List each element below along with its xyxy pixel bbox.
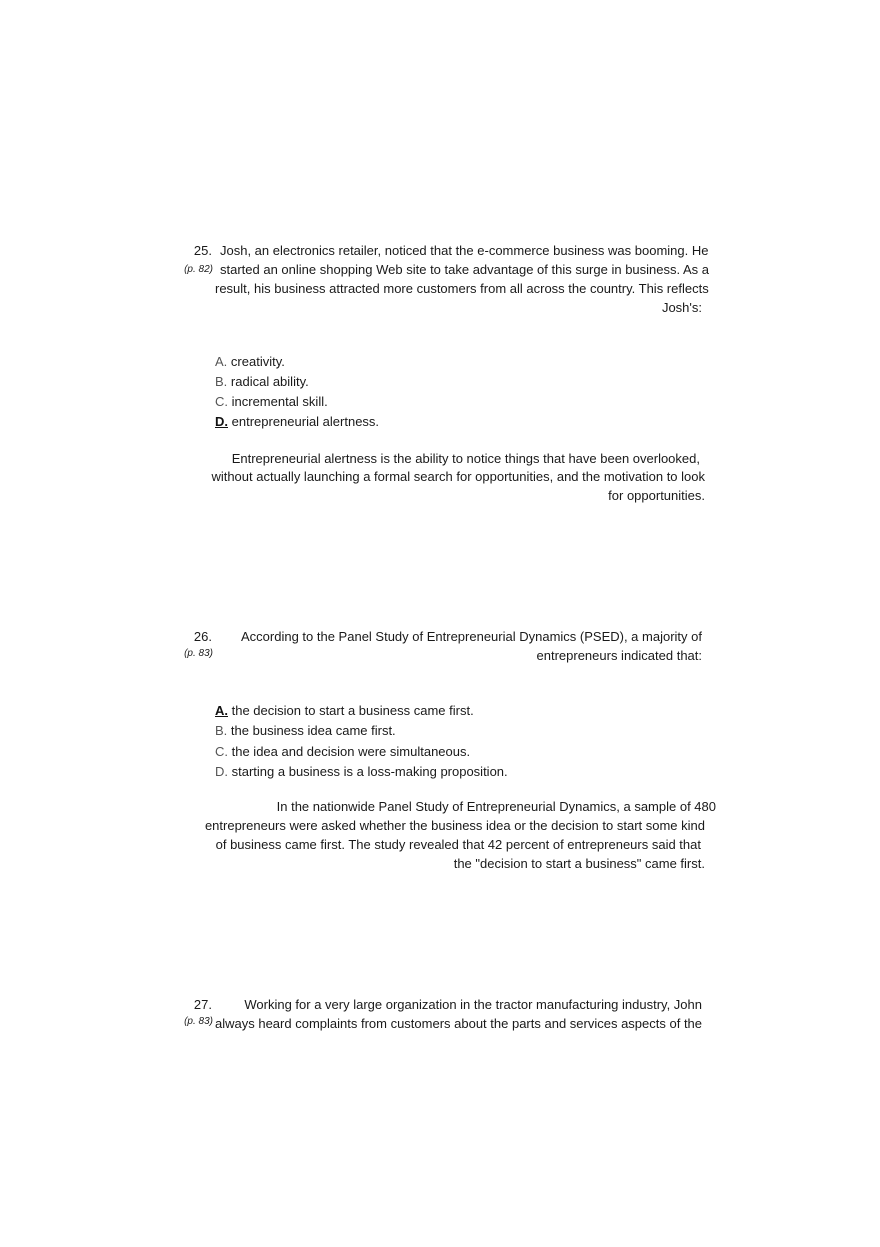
question-number: 25.: [193, 243, 212, 258]
answer-option-b: [215, 372, 309, 392]
option-text: entrepreneurial alertness.: [231, 414, 380, 429]
question-stem-line: Working for a very large organization in the tractor manufacturing industry, John: [244, 997, 702, 1012]
question-stem-line: According to the Panel Study of Entrepreneurial Dynamics (PSED), a majority of: [241, 629, 702, 644]
option-text: starting a business is a loss-making proposition.: [231, 764, 508, 779]
explanation-line: Entrepreneurial alertness is the ability to notice things that have been overlooked,: [231, 451, 700, 466]
option-letter: C.: [215, 394, 228, 409]
question-stem-line: Josh, an electronics retailer, noticed that the e-commerce business was booming. He: [220, 243, 709, 258]
option-text: the idea and decision were simultaneous.: [231, 744, 471, 759]
question-number: 26.: [193, 629, 212, 644]
option-letter: B.: [215, 374, 228, 389]
option-text: the decision to start a business came first.: [231, 703, 474, 718]
option-letter: D.: [215, 764, 228, 779]
explanation-line: entrepreneurs were asked whether the business idea or the decision to start some kind: [204, 818, 705, 833]
option-letter: A.: [215, 703, 228, 718]
page-reference: (p. 82): [184, 264, 213, 275]
explanation-line: the "decision to start a business" came first.: [453, 856, 705, 871]
page-reference: (p. 83): [184, 648, 213, 659]
explanation-line: In the nationwide Panel Study of Entrepreneurial Dynamics, a sample of 480: [276, 799, 716, 814]
option-text: creativity.: [230, 354, 285, 369]
answer-option-c: [215, 742, 470, 762]
question-stem-line: always heard complaints from customers about the parts and services aspects of the: [215, 1016, 703, 1031]
option-text: radical ability.: [230, 374, 309, 389]
answer-option-c: [215, 392, 328, 412]
option-letter: B.: [215, 723, 228, 738]
explanation-line: without actually launching a formal search for opportunities, and the motivation to look: [211, 469, 705, 484]
question-stem-line: result, his business attracted more customers from all across the country. This reflects: [215, 281, 709, 296]
question-number: 27.: [193, 997, 212, 1012]
explanation-line: of business came first. The study revealed that 42 percent of entrepreneurs said that: [215, 837, 701, 852]
option-letter: D.: [215, 414, 228, 429]
answer-option-d: [215, 762, 508, 782]
option-letter: A.: [215, 354, 228, 369]
answer-option-d-correct: [215, 412, 379, 432]
option-text: the business idea came first.: [230, 723, 396, 738]
answer-option-a: [215, 352, 285, 372]
question-stem-line: entrepreneurs indicated that:: [536, 648, 702, 663]
option-letter: C.: [215, 744, 228, 759]
question-stem-line: started an online shopping Web site to take advantage of this surge in business. As a: [220, 262, 710, 277]
answer-option-a-correct: [215, 701, 474, 721]
answer-option-b: [215, 721, 396, 741]
page-reference: (p. 83): [184, 1016, 213, 1027]
option-text: incremental skill.: [231, 394, 328, 409]
question-stem-line: Josh's:: [661, 300, 702, 315]
explanation-line: for opportunities.: [608, 488, 705, 503]
